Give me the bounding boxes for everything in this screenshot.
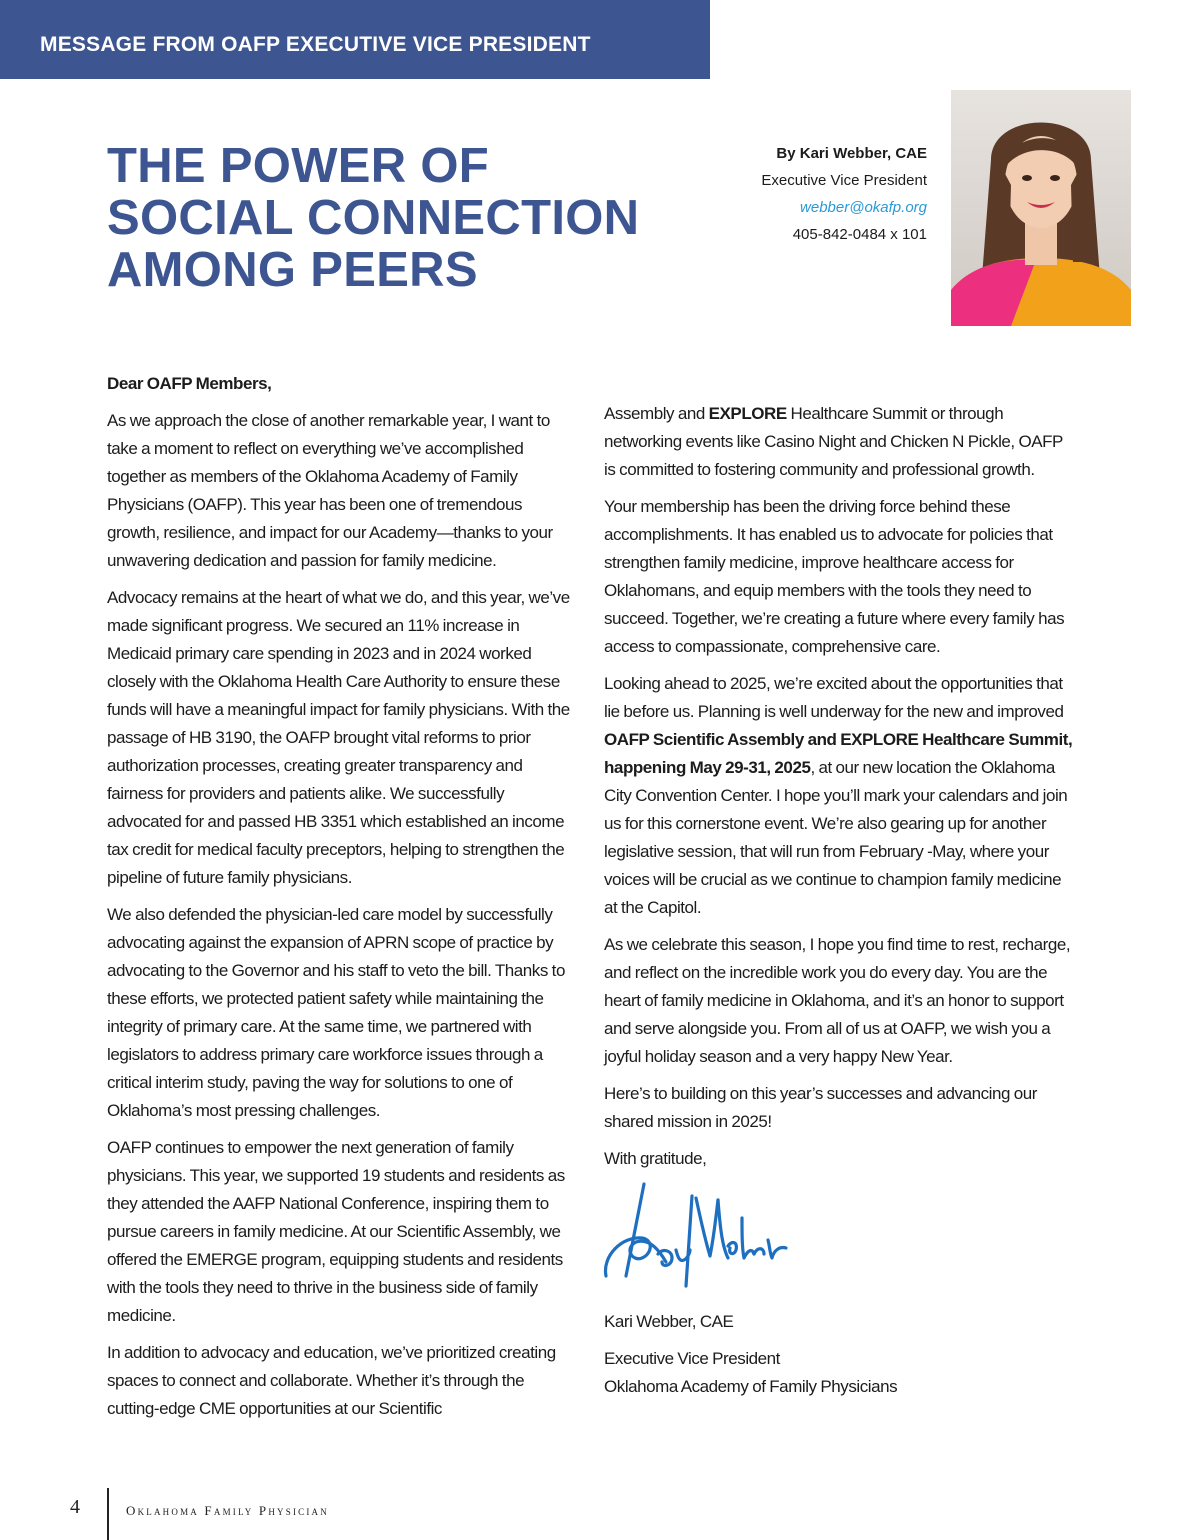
paragraph-membership: Your membership has been the driving force behind these accomplishments. It has enabled us to advocate for policies that strengthen family medicine, improve healthcare access for Oklahomans, and equip members with the tools they need to succeed. Together, we’re creating a future where every family has access to compassionate, comprehensive care. (604, 497, 1065, 656)
events-explore-bold: EXPLORE (708, 404, 787, 423)
title-line-2: SOCIAL CONNECTION (107, 191, 640, 245)
footer-divider (107, 1488, 109, 1540)
looking-ahead-text-a: Looking ahead to 2025, we’re excited about the opportunities that lie before us. Planning is well underway for the new and improved (604, 674, 1064, 721)
letter-right-column (604, 400, 1074, 1410)
author-email-link[interactable]: webber@okafp.org (800, 199, 927, 216)
title-line-1: THE POWER OF (107, 139, 489, 193)
publication-name: Oklahoma Family Physician (126, 1503, 329, 1518)
paragraph-mission: Here’s to building on this year’s successes and advancing our shared mission in 2025! (604, 1084, 1037, 1131)
page-number: 4 (70, 1496, 80, 1518)
paragraph-season: As we celebrate this season, I hope you find time to rest, recharge, and reflect on the incredible work you do every day. You are the heart of family medicine in Oklahoma, and it’s an honor to support and serve alongside you. From all of us at OAFP, we wish you a joyful holiday season and a very happy New Year. (604, 935, 1071, 1066)
author-byline (607, 140, 927, 248)
section-banner: MESSAGE FROM OAFP EXECUTIVE VICE PRESIDENT (0, 0, 710, 79)
paragraph-connection: In addition to advocacy and education, we’ve prioritized creating spaces to connect and collaborate. Whether it’s through the cutting-edge CME opportunities at our Scientific (107, 1343, 556, 1418)
handwritten-signature-icon (604, 1176, 1074, 1308)
signer-name: Kari Webber, CAE (604, 1312, 734, 1331)
signer-title: Executive Vice President (604, 1349, 780, 1368)
looking-ahead-text-c: , at our new location the Oklahoma City Convention Center. I hope you’ll mark your calendars and join us for this cornerstone event. We’re also gearing up for another legislative session, that will run from February -May, where your voices will be crucial as we continue to champion family medicine at the Capitol. (604, 758, 1068, 917)
author-portrait-icon (951, 90, 1131, 326)
events-text-c: Healthcare Summit or through networking events like Casino Night and Chicken N Pickle, OAFP is committed to fostering community and professional growth. (604, 404, 1063, 479)
events-text-a: Assembly and (604, 404, 709, 423)
paragraph-events (604, 400, 1074, 484)
letter-greeting: Dear OAFP Members, (107, 374, 272, 393)
portrait-illustration (951, 90, 1131, 326)
author-role: Executive Vice President (761, 172, 927, 189)
letter-closing: With gratitude, (604, 1149, 707, 1168)
paragraph-looking-ahead (604, 670, 1074, 922)
paragraph-care-model: We also defended the physician-led care model by successfully advocating against the expansion of APRN scope of practice by advocating to the Governor and his staff to veto the bill. Thanks to these efforts, we protected patient safety while maintaining the integrity of primary care. At the same time, we partnered with legislators to address primary care workforce issues through a critical interim study, paving the way for solutions to one of Oklahoma’s most pressing challenges. (107, 905, 565, 1120)
author-name: By Kari Webber, CAE (776, 145, 927, 162)
assembly-event-bold: OAFP Scientific Assembly and EXPLORE Healthcare Summit, happening May 29-31, 2025 (604, 730, 1073, 777)
letter-left-column (107, 370, 577, 1432)
page-footer (0, 1488, 600, 1540)
paragraph-next-generation: OAFP continues to empower the next generation of family physicians. This year, we supported 19 students and residents as they attended the AAFP National Conference, inspiring them to pursue careers in family medicine. At our Scientific Assembly, we offered the EMERGE program, equipping students and residents with the tools they need to thrive in the business side of family medicine. (107, 1138, 565, 1325)
paragraph-advocacy: Advocacy remains at the heart of what we do, and this year, we’ve made significant progress. We secured an 11% increase in Medicaid primary care spending in 2023 and in 2024 worked closely with the Oklahoma Health Care Authority to ensure these funds will have a meaningful impact for family physicians. With the passage of HB 3190, the OAFP brought vital reforms to prior authorization processes, creating greater transparency and fairness for providers and patients alike. We successfully advocated for and passed HB 3351 which established an income tax credit for medical faculty preceptors, helping to strengthen the pipeline of future family physicians. (107, 588, 570, 887)
signature-drawing (592, 1176, 792, 1308)
author-phone: 405-842-0484 x 101 (792, 226, 927, 243)
paragraph-reflection: As we approach the close of another remarkable year, I want to take a moment to reflect on everything we’ve accomplished together as members of the Oklahoma Academy of Family Physicians (OAFP). This year has been one of tremendous growth, resilience, and impact for our Academy—thanks to your unwavering dedication and passion for family medicine. (107, 411, 553, 570)
signer-title-block (604, 1345, 1074, 1401)
title-line-3: AMONG PEERS (107, 243, 478, 297)
signer-organization: Oklahoma Academy of Family Physicians (604, 1377, 898, 1396)
